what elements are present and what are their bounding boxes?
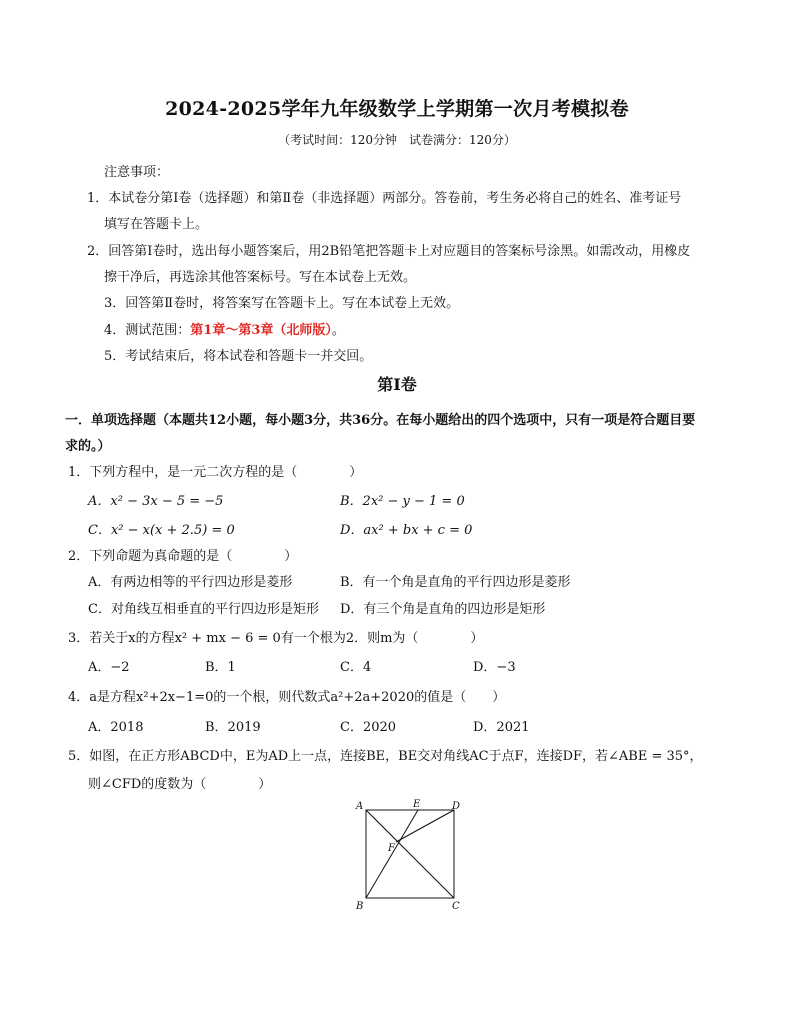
question-1-option-d: D．ax² + bx + c = 0	[340, 523, 473, 538]
question-3-option-b: B．1	[205, 660, 236, 675]
question-4-option-c: C．2020	[340, 720, 397, 735]
exam-subtitle: （考试时间：120分钟 试卷满分：120分）	[278, 133, 516, 147]
notice-item-5: 5．考试结束后，将本试卷和答题卡一并交回。	[104, 349, 373, 364]
question-3-option-a: A．−2	[88, 660, 130, 675]
volume-title: 第Ⅰ卷	[377, 375, 417, 394]
page-title: 2024-2025学年九年级数学上学期第一次月考模拟卷	[165, 98, 629, 120]
section-1-heading-line-1: 一．单项选择题（本题共12小题，每小题3分，共36分。在每小题给出的四个选项中，只有一项是符合题目要	[65, 413, 696, 428]
question-2-option-c: C．对角线互相垂直的平行四边形是矩形	[88, 602, 319, 617]
label-d: D	[452, 801, 461, 812]
question-2-option-d: D．有三个角是直角的四边形是矩形	[340, 602, 546, 617]
question-5-stem-line-2: 则∠CFD的度数为（ ）	[88, 777, 272, 792]
question-1-option-c: C．x² − x(x + 2.5) = 0	[88, 523, 235, 538]
question-2-option-b: B．有一个角是直角的平行四边形是菱形	[340, 575, 571, 590]
notice-item-1-line-2: 填写在答题卡上。	[104, 217, 209, 232]
question-3-option-c: C．4	[340, 660, 372, 675]
notice-item-4	[104, 319, 345, 338]
label-a: A	[356, 801, 364, 812]
question-1-option-b: B．2x² − y − 1 = 0	[340, 494, 465, 509]
question-2-stem: 2．下列命题为真命题的是（ ）	[68, 549, 298, 564]
test-range: 第1章～第3章（北师版）	[190, 323, 332, 338]
square-figure	[350, 796, 470, 912]
question-2-option-a: A．有两边相等的平行四边形是菱形	[88, 575, 293, 590]
question-4-option-d: D．2021	[473, 720, 530, 735]
notice-item-2-line-2: 擦干净后，再选涂其他答案标号。写在本试卷上无效。	[104, 270, 417, 285]
question-1-stem: 1．下列方程中，是一元二次方程的是（ ）	[68, 465, 363, 480]
segment-df	[396, 810, 454, 842]
notice-item-3: 3．回答第Ⅱ卷时，将答案写在答题卡上。写在本试卷上无效。	[104, 296, 460, 311]
question-1-option-a: A．x² − 3x − 5 = −5	[88, 494, 224, 509]
notice-item-4-suffix: 。	[331, 323, 345, 338]
label-f: F	[388, 843, 395, 854]
notice-item-2-line-1: 2．回答第Ⅰ卷时，选出每小题答案后，用2B铅笔把答题卡上对应题目的答案标号涂黑。如需改动，用橡皮	[87, 244, 691, 259]
question-4-stem: 4．a是方程x²+2x−1=0的一个根，则代数式a²+2a+2020的值是（ ）	[68, 690, 506, 705]
notice-item-1-line-1: 1．本试卷分第Ⅰ卷（选择题）和第Ⅱ卷（非选择题）两部分。答卷前，考生务必将自己的姓名、准考证号	[87, 191, 682, 206]
notice-item-4-prefix: 4．测试范围：	[104, 323, 191, 338]
question-3-stem: 3．若关于x的方程x² + mx − 6 = 0有一个根为2．则m为（ ）	[68, 631, 484, 646]
label-c: C	[452, 901, 460, 912]
notice-heading: 注意事项：	[104, 165, 170, 180]
label-b: B	[356, 901, 364, 912]
question-4-option-b: B．2019	[205, 720, 261, 735]
label-e: E	[413, 799, 421, 810]
question-4-option-a: A．2018	[88, 720, 144, 735]
question-5-stem-line-1: 5．如图，在正方形ABCD中，E为AD上一点，连接BE，BE交对角线AC于点F，连接DF，若∠ABE = 35°，	[68, 749, 703, 764]
question-3-option-d: D．−3	[473, 660, 516, 675]
section-1-heading-line-2: 求的。）	[65, 439, 111, 454]
